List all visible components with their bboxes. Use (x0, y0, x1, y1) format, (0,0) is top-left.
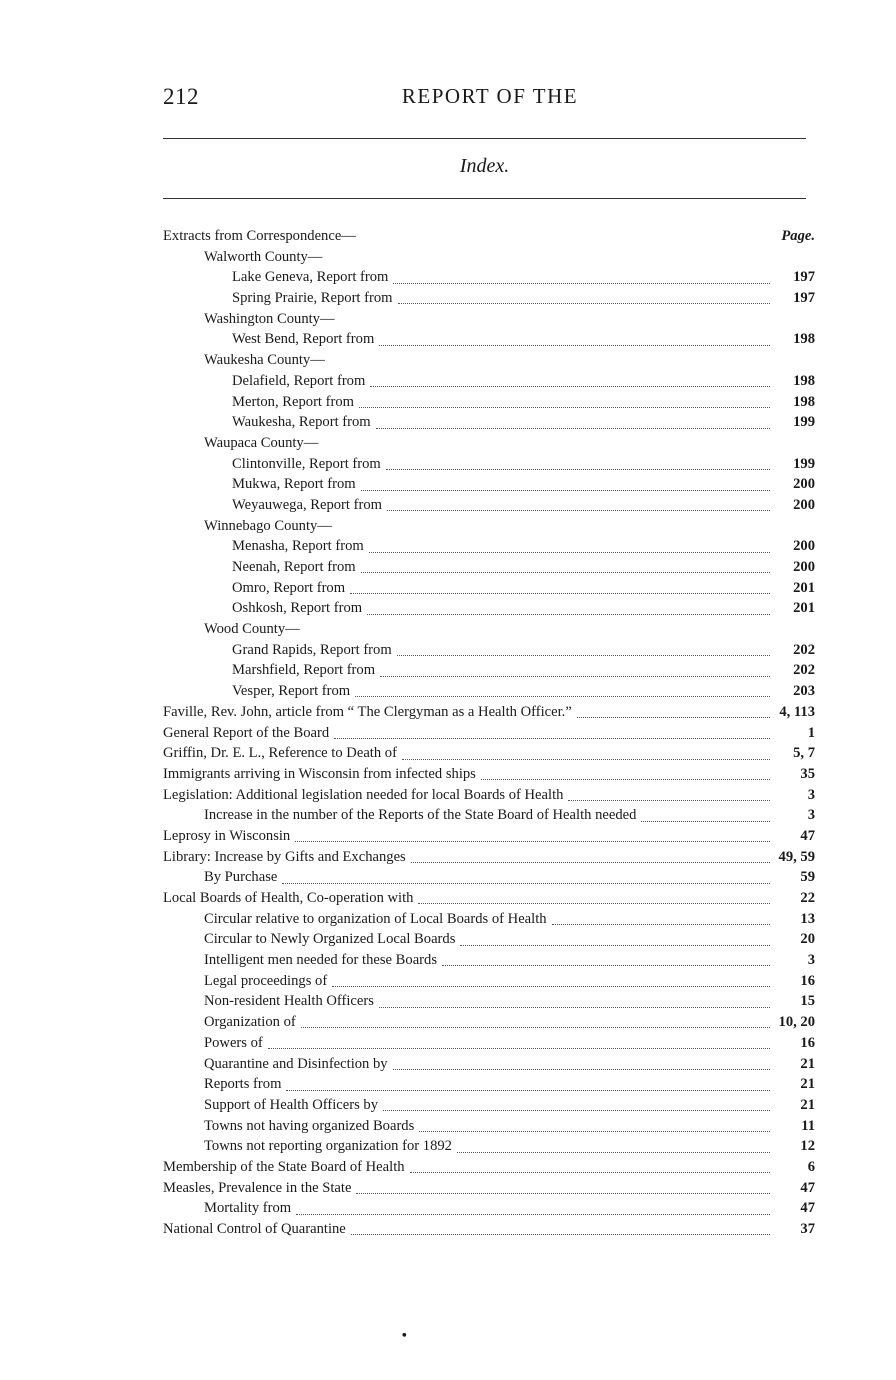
index-entry-label: Menasha, Report from (232, 538, 364, 555)
index-entry (163, 1074, 815, 1095)
index-entry-label: Measles, Prevalence in the State (163, 1179, 352, 1196)
index-entry (163, 764, 815, 785)
index-entry (163, 309, 815, 330)
dot-leader (387, 499, 770, 511)
index-entry-label: National Control of Quarantine (163, 1221, 346, 1237)
dot-leader (350, 582, 770, 594)
index-list (163, 226, 815, 1240)
index-entry (163, 867, 815, 888)
dot-leader (295, 830, 770, 842)
index-entry-page: 6 (807, 1158, 815, 1175)
dot-leader (393, 272, 770, 284)
index-entry-page: 37 (800, 1221, 815, 1237)
dot-leader (361, 561, 770, 573)
index-entry-page: 201 (793, 579, 815, 596)
dot-leader (327, 252, 770, 263)
index-entry (163, 681, 815, 702)
index-entry-page: 198 (793, 331, 815, 348)
index-entry-label: Waukesha County— (204, 352, 325, 369)
index-entry-label: Extracts from Correspondence— (163, 228, 356, 244)
index-entry-label: Neenah, Report from (232, 559, 356, 575)
index-entry (163, 743, 815, 764)
index-entry-label: Library: Increase by Gifts and Exchanges (163, 848, 406, 865)
dot-leader (334, 727, 770, 739)
index-entry-page: 21 (800, 1076, 815, 1093)
dot-leader (410, 1161, 770, 1173)
dot-leader (332, 975, 770, 987)
index-entry-label: Towns not having organized Boards (204, 1117, 415, 1134)
index-entry-label: By Purchase (204, 869, 278, 886)
index-entry (163, 1054, 815, 1075)
index-entry-page: Page. (781, 228, 815, 244)
index-entry (163, 950, 815, 971)
index-entry-page: 10, 20 (778, 1014, 815, 1031)
index-entry-label: Spring Prairie, Report from (232, 290, 393, 307)
index-entry (163, 888, 815, 909)
index-entry-page: 200 (793, 559, 815, 575)
index-entry-page: 16 (800, 972, 815, 989)
index-entry (163, 433, 815, 454)
dot-leader (361, 479, 770, 491)
index-entry-page: 199 (793, 414, 815, 431)
index-entry (163, 723, 815, 744)
index-entry (163, 578, 815, 599)
index-entry (163, 1136, 815, 1157)
index-entry (163, 805, 815, 826)
index-entry-label: Vesper, Report from (232, 683, 351, 700)
index-entry-page: 21 (800, 1096, 815, 1113)
index-entry-label: Grand Rapids, Report from (232, 641, 392, 658)
index-entry-page: 12 (800, 1138, 815, 1155)
index-entry-page: 200 (793, 496, 815, 513)
dot-leader (369, 541, 770, 553)
index-entry-label: Faville, Rev. John, article from “ The Clergyman as a Health Officer.” (163, 703, 572, 720)
index-entry-label: Lake Geneva, Report from (232, 269, 389, 286)
dot-leader (380, 665, 770, 677)
index-entry-page: 3 (807, 786, 815, 803)
index-entry-label: West Bend, Report from (232, 331, 375, 348)
index-entry-label: Support of Health Officers by (204, 1096, 379, 1113)
dot-leader (402, 748, 770, 760)
index-entry (163, 1095, 815, 1116)
dot-leader (397, 644, 770, 656)
index-entry-label: Increase in the number of the Reports of the State Board of Health needed (204, 807, 637, 824)
index-entry (163, 350, 815, 371)
page-number: 212 (163, 84, 199, 109)
index-entry-label: Weyauwega, Report from (232, 496, 382, 513)
dot-leader (379, 334, 770, 346)
dot-leader (552, 913, 770, 925)
index-entry (163, 516, 815, 537)
index-entry-label: Marshfield, Report from (232, 662, 376, 679)
index-entry-label: Mortality from (204, 1200, 292, 1217)
index-entry-label: Legislation: Additional legislation needed for local Boards of Health (163, 786, 564, 803)
index-entry-page: 202 (793, 662, 815, 679)
index-entry-page: 200 (793, 476, 815, 493)
index-entry (163, 1157, 815, 1178)
index-entry-label: Washington County— (204, 310, 335, 327)
index-entry (163, 971, 815, 992)
index-entry-page: 201 (793, 600, 815, 617)
index-entry-label: Winnebago County— (204, 517, 332, 534)
index-entry (163, 536, 815, 557)
index-entry-label: Merton, Report from (232, 393, 354, 410)
dot-leader (641, 810, 770, 822)
index-entry (163, 619, 815, 640)
index-entry-label: Legal proceedings of (204, 972, 328, 989)
dot-leader (286, 1079, 770, 1091)
top-rule (163, 138, 806, 139)
dot-leader (268, 1037, 770, 1049)
index-entry-label: General Report of the Board (163, 724, 330, 741)
index-entry-page: 11 (801, 1117, 815, 1134)
index-entry-page: 3 (807, 952, 815, 969)
dot-leader (386, 458, 770, 470)
dot-leader (457, 1141, 770, 1153)
index-entry-page: 20 (800, 931, 815, 948)
dot-leader (481, 768, 770, 780)
dot-leader (340, 314, 770, 325)
index-entry-label: Oshkosh, Report from (232, 600, 363, 617)
index-entry-label: Intelligent men needed for these Boards (204, 952, 438, 969)
index-entry-label: Non-resident Health Officers (204, 993, 374, 1010)
index-entry (163, 247, 815, 268)
dot-leader (296, 1203, 770, 1215)
index-entry-page: 47 (800, 1179, 815, 1196)
dot-leader (301, 1016, 770, 1028)
dot-leader (418, 892, 770, 904)
index-entry-label: Quarantine and Disinfection by (204, 1055, 388, 1072)
index-entry-label: Towns not reporting organization for 1892 (204, 1138, 452, 1155)
dot-leader (383, 1099, 770, 1111)
index-entry-label: Organization of (204, 1014, 296, 1031)
dot-leader (379, 996, 770, 1008)
index-entry (163, 1012, 815, 1033)
index-entry-page: 22 (800, 890, 815, 906)
dot-leader (393, 1058, 770, 1070)
index-entry-page: 15 (800, 993, 815, 1010)
index-entry (163, 1116, 815, 1137)
index-entry (163, 329, 815, 350)
index-entry-label: Clintonville, Report from (232, 455, 381, 472)
index-entry (163, 826, 815, 847)
index-entry-label: Membership of the State Board of Health (163, 1158, 405, 1175)
dot-leader (577, 706, 770, 718)
dot-leader (460, 934, 770, 946)
index-entry-page: 4, 113 (779, 703, 815, 720)
dot-leader (398, 292, 770, 304)
index-entry (163, 1219, 815, 1240)
dot-leader (337, 520, 770, 531)
index-entry-label: Reports from (204, 1076, 282, 1093)
dot-leader (376, 417, 770, 429)
index-entry (163, 660, 815, 681)
index-entry-label: Walworth County— (204, 248, 323, 265)
index-entry-page: 200 (793, 538, 815, 555)
index-entry-page: 5, 7 (793, 745, 815, 762)
index-entry (163, 371, 815, 392)
index-entry (163, 909, 815, 930)
index-entry-page: 21 (800, 1055, 815, 1072)
index-entry-label: Delafield, Report from (232, 372, 366, 389)
dot-leader (442, 954, 770, 966)
index-entry (163, 226, 815, 247)
index-entry (163, 288, 815, 309)
index-entry-label: Circular relative to organization of Local Boards of Health (204, 910, 547, 927)
index-entry (163, 929, 815, 950)
index-entry-label: Waukesha, Report from (232, 414, 371, 431)
index-entry (163, 598, 815, 619)
index-entry-label: Leprosy in Wisconsin (163, 827, 291, 844)
index-entry-page: 49, 59 (778, 848, 815, 865)
index-entry-page: 199 (793, 455, 815, 472)
index-entry (163, 267, 815, 288)
index-entry (163, 392, 815, 413)
dot-leader (411, 851, 770, 863)
index-entry-page: 35 (800, 765, 815, 782)
index-entry-label: Omro, Report from (232, 579, 346, 596)
index-entry (163, 474, 815, 495)
index-entry-page: 16 (800, 1034, 815, 1051)
dot-leader (323, 438, 770, 449)
dot-leader (359, 396, 770, 408)
dot-leader (419, 1120, 770, 1132)
index-entry (163, 454, 815, 475)
index-entry (163, 495, 815, 516)
index-entry (163, 557, 815, 578)
dot-leader (356, 1182, 770, 1194)
dot-leader (305, 624, 770, 635)
index-entry-label: Wood County— (204, 621, 300, 638)
dot-leader (330, 355, 770, 366)
index-entry-page: 1 (807, 724, 815, 741)
index-entry-label: Waupaca County— (204, 434, 319, 451)
index-entry (163, 702, 815, 723)
index-entry-page: 202 (793, 641, 815, 658)
bottom-rule (163, 198, 806, 199)
index-entry-page: 197 (793, 290, 815, 307)
footer-mark: • (399, 1326, 411, 1345)
index-entry (163, 847, 815, 868)
index-entry (163, 785, 815, 806)
index-entry (163, 1033, 815, 1054)
index-entry-page: 3 (807, 807, 815, 824)
running-head: REPORT OF THE (401, 84, 579, 108)
index-entry (163, 1198, 815, 1219)
index-entry (163, 1178, 815, 1199)
index-entry-page: 198 (793, 393, 815, 410)
index-entry-label: Powers of (204, 1034, 263, 1051)
dot-leader (355, 685, 770, 697)
index-entry-page: 47 (800, 827, 815, 844)
index-entry-page: 59 (800, 869, 815, 886)
index-entry-label: Local Boards of Health, Co-operation with (163, 890, 414, 906)
dot-leader (367, 603, 770, 615)
index-entry-label: Circular to Newly Organized Local Boards (204, 931, 456, 948)
dot-leader (568, 789, 770, 801)
index-entry-page: 13 (800, 910, 815, 927)
index-entry-page: 47 (800, 1200, 815, 1217)
index-entry (163, 991, 815, 1012)
dot-leader (370, 375, 770, 387)
dot-leader (282, 872, 770, 884)
section-title: Index. (459, 155, 510, 177)
index-entry-label: Mukwa, Report from (232, 476, 356, 493)
dot-leader (351, 1223, 770, 1235)
dot-leader (361, 231, 770, 242)
index-entry-page: 203 (793, 683, 815, 700)
index-entry (163, 640, 815, 661)
index-entry-page: 198 (793, 372, 815, 389)
index-entry-page: 197 (793, 269, 815, 286)
index-entry (163, 412, 815, 433)
index-entry-label: Griffin, Dr. E. L., Reference to Death of (163, 745, 397, 762)
index-entry-label: Immigrants arriving in Wisconsin from infected ships (163, 765, 476, 782)
